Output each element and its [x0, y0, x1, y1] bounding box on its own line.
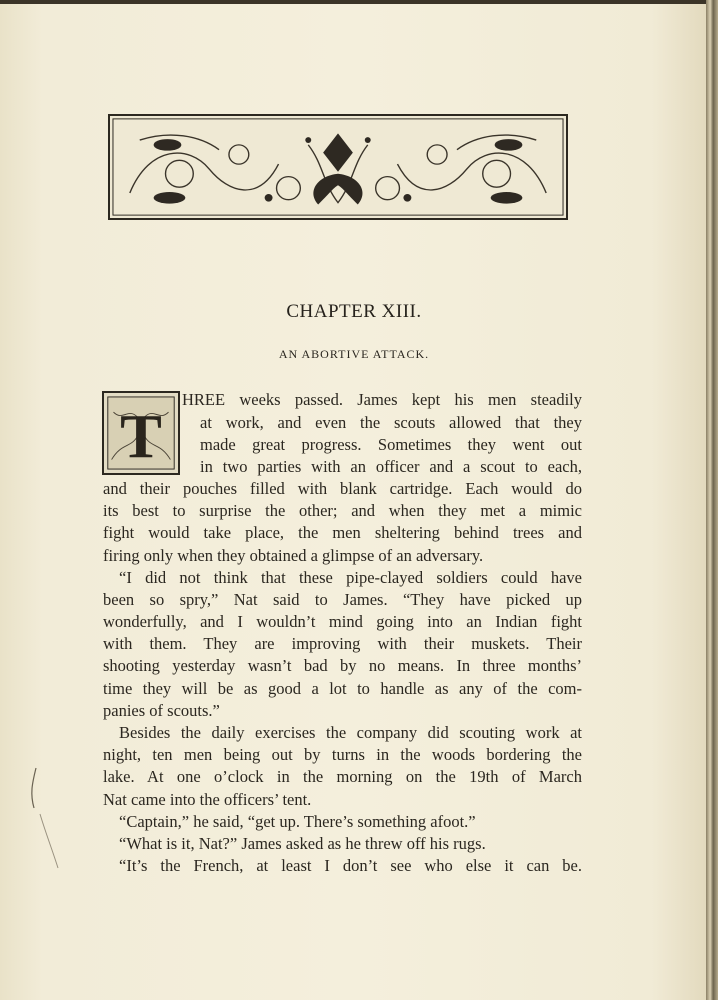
- text-line: time they will be as good a lot to handle as any of the com-: [103, 679, 582, 698]
- text-line: made great progress. Sometimes they went out: [200, 435, 582, 454]
- text-line: firing only when they obtained a glimpse of an adversary.: [103, 546, 484, 565]
- text-line: HREE weeks passed. James kept his men steadily: [182, 390, 582, 409]
- text-line: fight would take place, the men sheltering behind trees and: [103, 523, 582, 542]
- text-line: Nat came into the officers’ tent.: [103, 790, 312, 809]
- text-line: “What is it, Nat?” James asked as he threw off his rugs.: [119, 834, 486, 853]
- dropcap-letter: T: [120, 401, 162, 472]
- book-edge: [706, 0, 718, 1000]
- chapter-subtitle: AN ABORTIVE ATTACK.: [278, 347, 430, 361]
- text-line: with them. They are improving with their muskets. Their: [103, 634, 582, 653]
- text-line: been so spry,” Nat said to James. “They have picked up: [103, 590, 582, 609]
- text-line: wonderfully, and I wouldn’t mind going into an Indian fight: [103, 612, 582, 631]
- text-line: panies of scouts.”: [103, 701, 220, 720]
- text-line: “It’s the French, at least I don’t see who else it can be.: [119, 856, 582, 875]
- ornamental-headpiece: [108, 114, 568, 220]
- text-line: Besides the daily exercises the company did scouting work at: [119, 723, 582, 742]
- decorative-dropcap: [102, 391, 180, 475]
- text-line: in two parties with an officer and a scout to each,: [200, 457, 582, 476]
- text-line: “I did not think that these pipe-clayed soldiers could have: [119, 568, 582, 587]
- text-line: shooting yesterday wasn’t bad by no means. In three months’: [103, 656, 582, 675]
- text-line: at work, and even the scouts allowed that they: [200, 413, 582, 432]
- text-line: its best to surprise the other; and when they met a mimic: [103, 501, 582, 520]
- text-line: lake. At one o’clock in the morning on the 19th of March: [103, 767, 582, 786]
- text-line: “Captain,” he said, “get up. There’s something afoot.”: [119, 812, 476, 831]
- chapter-heading: CHAPTER XIII.: [286, 301, 422, 322]
- text-line: night, ten men being out by turns in the woods bordering the: [103, 745, 582, 764]
- margin-pencil-mark: [22, 764, 62, 874]
- text-line: and their pouches filled with blank cartridge. Each would do: [103, 479, 582, 498]
- book-page: [0, 4, 708, 1000]
